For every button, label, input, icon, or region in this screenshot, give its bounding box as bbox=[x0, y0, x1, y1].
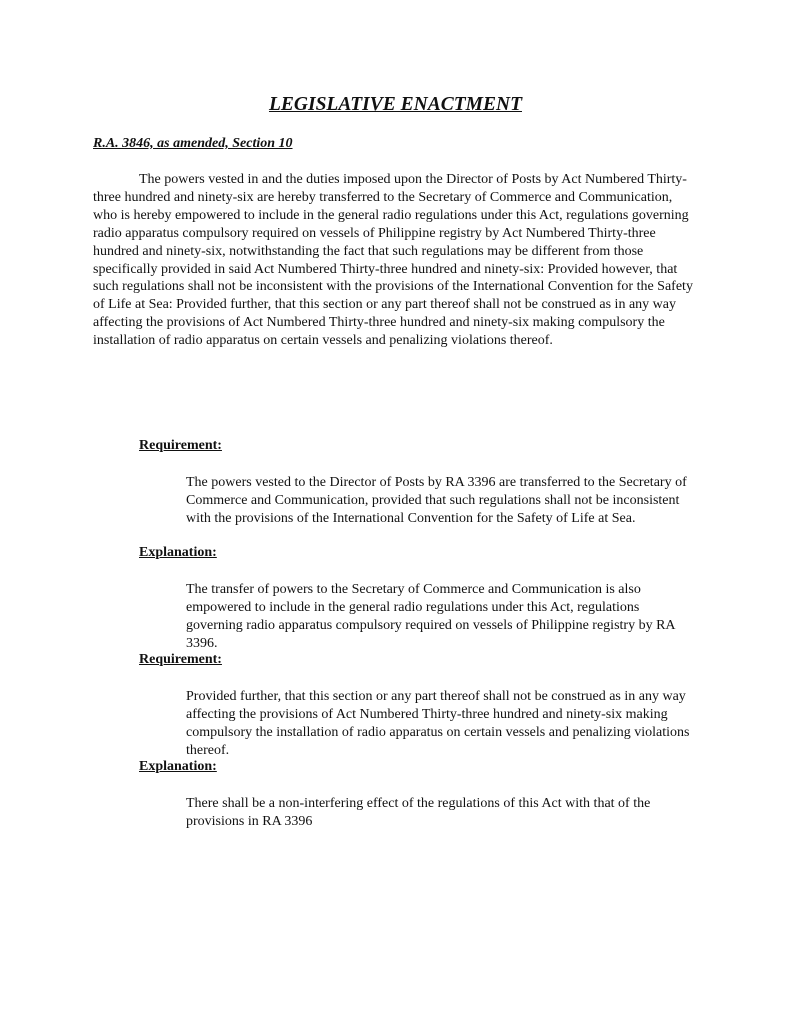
section-text-requirement-2: Provided further, that this section or any part thereof shall not be construed as in any way affecting the provisions of Act Numbered Thirty-three hundred and ninety-six making compulsory the installation of radio apparatus on certain vessels and penalizing violations thereof. bbox=[186, 689, 690, 758]
section-text-requirement-1: The powers vested to the Director of Posts by RA 3396 are transferred to the Secretary of Commerce and Communication, provided that such regulations shall not be inconsistent with the provisions of the International Convention for the Safety of Life at Sea. bbox=[186, 475, 687, 526]
document-title: LEGISLATIVE ENACTMENT bbox=[268, 94, 522, 115]
section-heading-requirement-1: Requirement: bbox=[139, 438, 222, 453]
section-text-explanation-1: The transfer of powers to the Secretary of Commerce and Communication is also empowered to include in the general radio regulations under this Act, regulations governing radio apparatus compulsory required on vessels of Philippine registry by RA 3396. bbox=[186, 582, 675, 651]
section-heading-explanation-2: Explanation: bbox=[139, 759, 217, 774]
document-subtitle: R.A. 3846, as amended, Section 10 bbox=[93, 136, 293, 151]
intro-paragraph: The powers vested in and the duties imposed upon the Director of Posts by Act Numbered Thirty-three hundred and ninety-six are hereby transferred to the Secretary of Commerce and Communication, who is hereby empowered to include in the general radio regulations under this Act, regulations governing radio apparatus compulsory required on vessels of Philippine registry by Act Numbered Thirty-three hundred and ninety-six, notwithstanding the fact that such regulations may be different from those specifically provided in said Act Numbered Thirty-three hundred and ninety-six: Provided however, that such regulations shall not be inconsistent with the provisions of the International Convention for the Safety of Life at Sea: Provided further, that this section or any part thereof shall not be construed as in any way affecting the provisions of Act Numbered Thirty-three hundred and ninety-six making compulsory the installation of radio apparatus on certain vessels and penalizing violations thereof. bbox=[93, 172, 693, 349]
section-text-explanation-2: There shall be a non-interfering effect of the regulations of this Act with that of the provisions in RA 3396 bbox=[186, 796, 651, 829]
section-heading-explanation-1: Explanation: bbox=[139, 545, 217, 560]
section-heading-requirement-2: Requirement: bbox=[139, 652, 222, 667]
